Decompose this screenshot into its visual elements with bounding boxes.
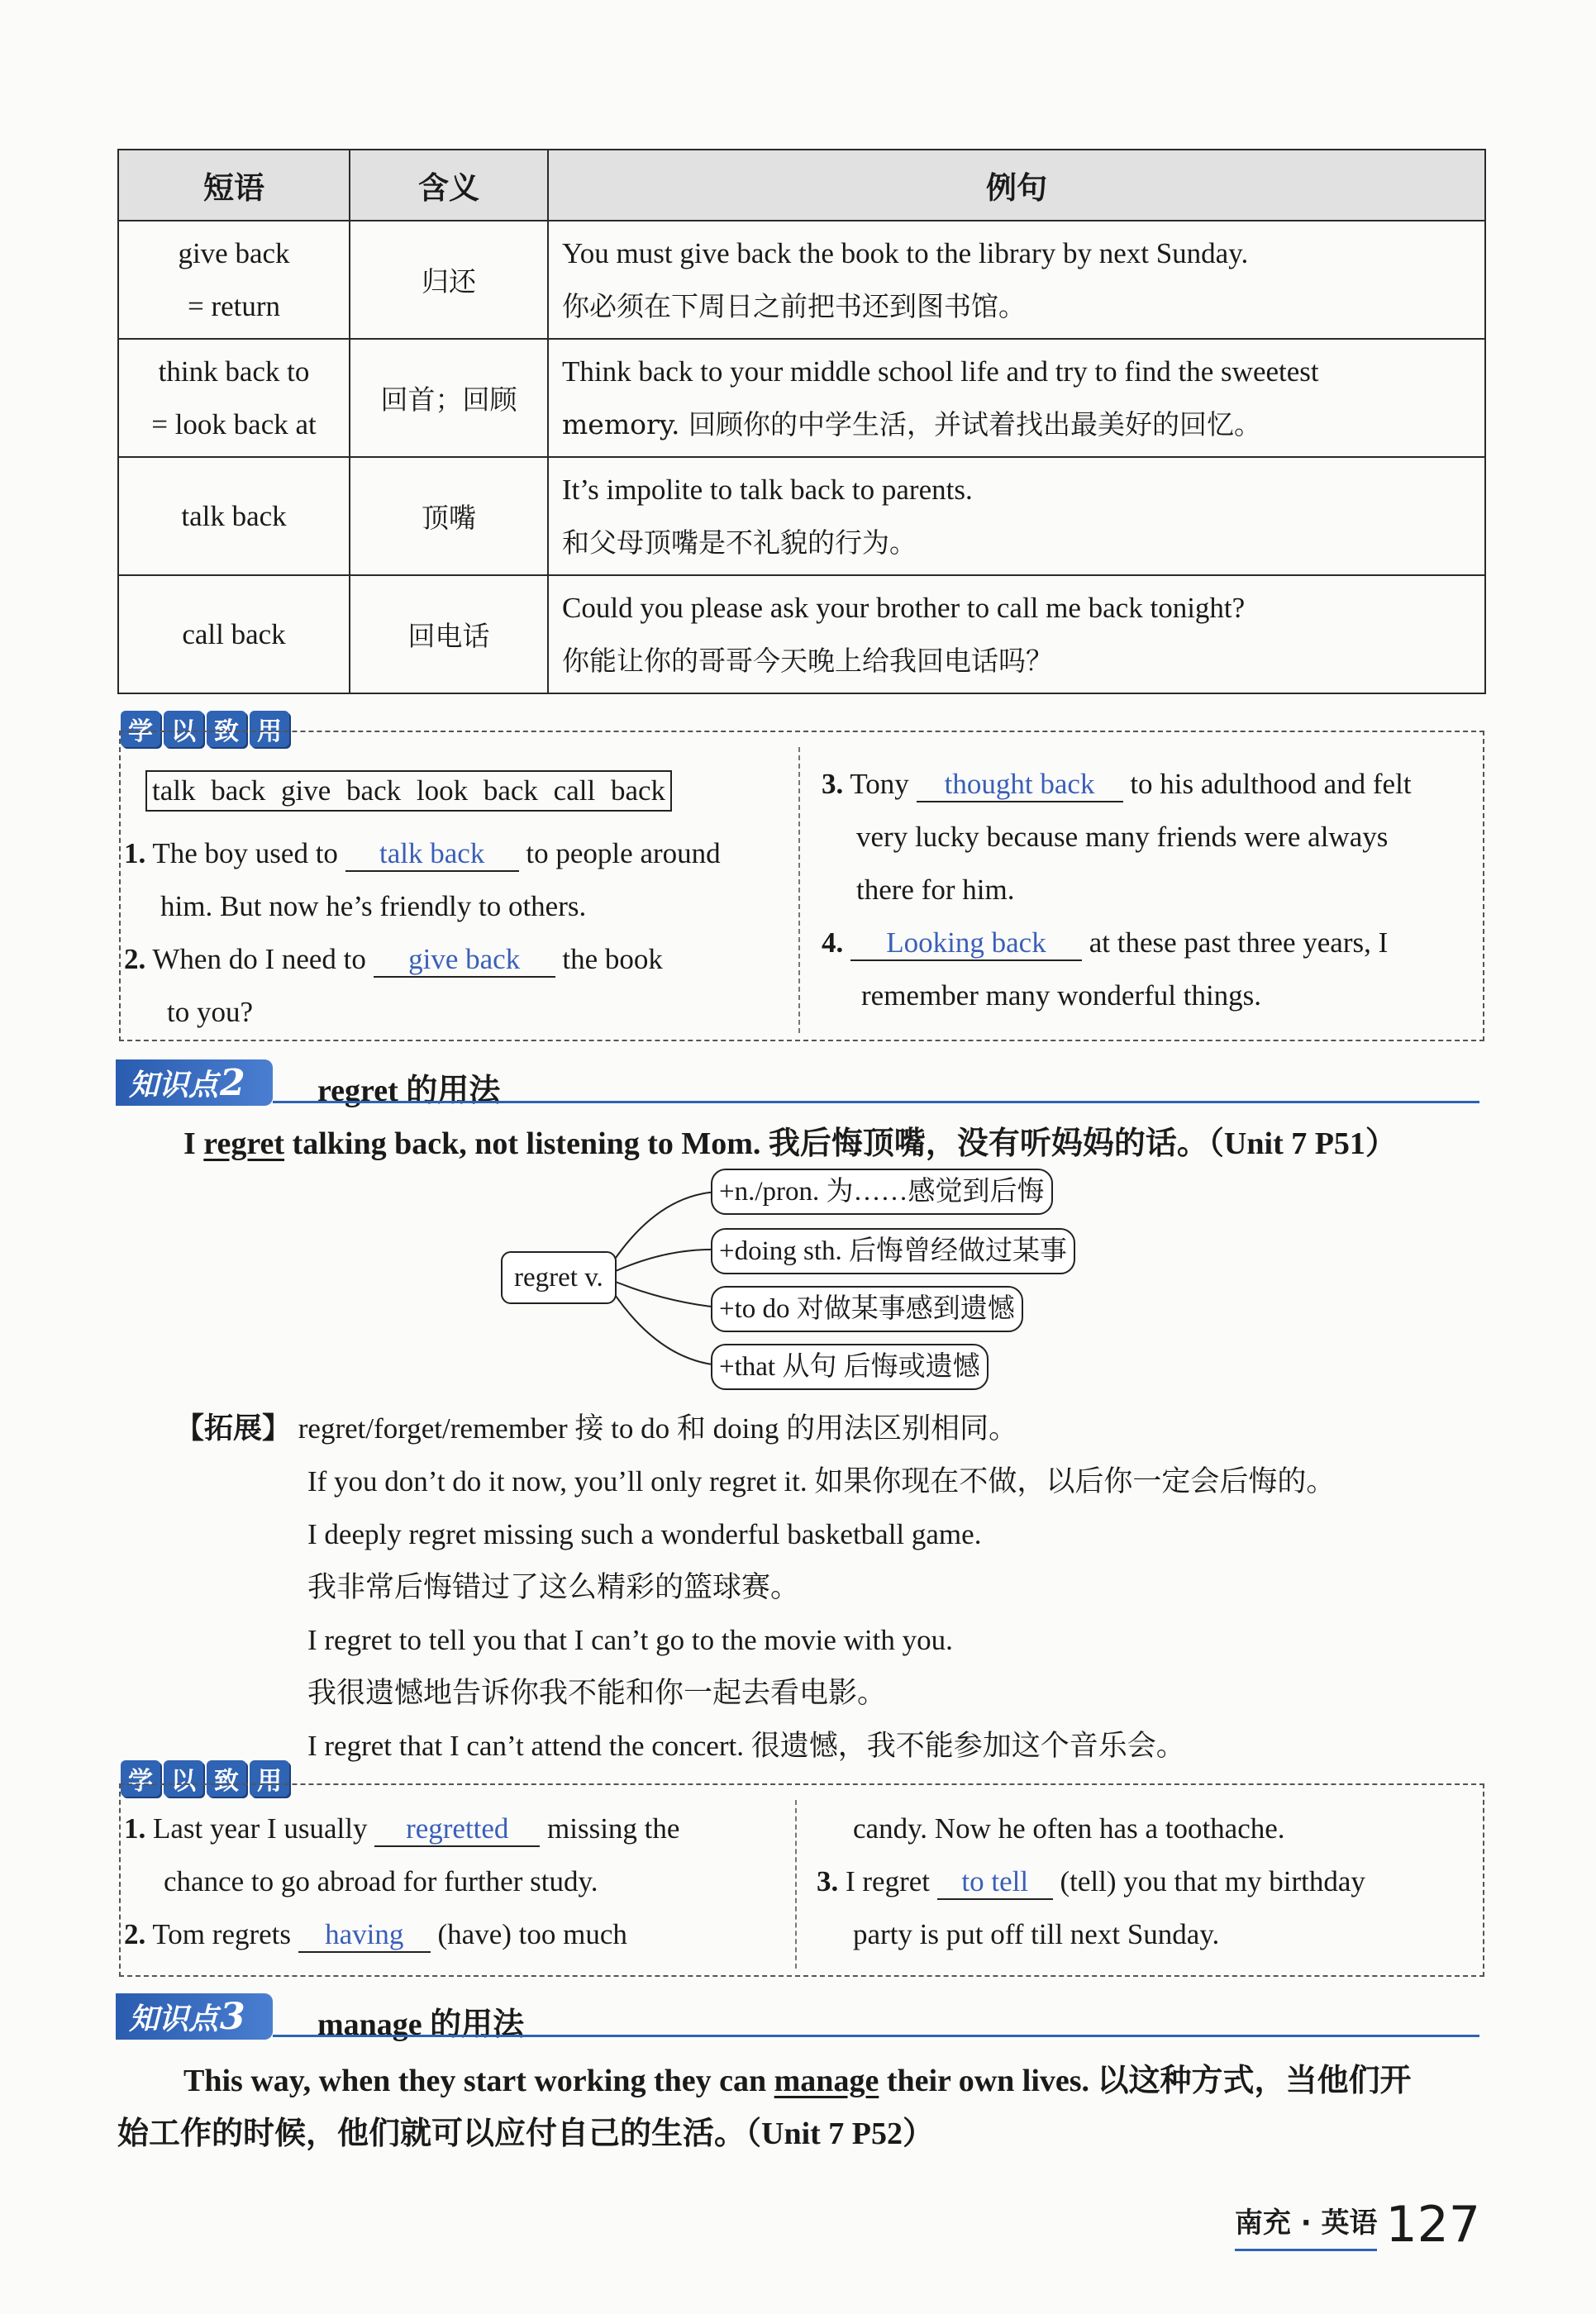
question-3 [822,765,1412,803]
practice-tag-char: 用 [250,711,289,747]
key-sentence [183,1117,1397,1163]
extension-text: regret/forget/remember 接 to do 和 doing 的用法区别相同。 [298,1412,1018,1445]
question-text: to people around [526,837,721,869]
key-word: manage [774,2064,879,2098]
example-cell [548,339,1485,457]
phrase-synonym: = return [187,289,281,322]
sentence-text: I [183,1126,204,1161]
practice-tag-char: 致 [207,711,246,747]
extension-line: 我非常后悔错过了这么精彩的篮球赛。 [307,1571,800,1604]
table-row [118,339,1485,457]
sentence-text: This way, when they start working they can [183,2064,774,2098]
question-text: (tell) you that my birthday [1060,1865,1365,1897]
question-text: missing the [547,1812,680,1845]
mindmap-branch: +n./pron. 为……感觉到后悔 [711,1169,1053,1215]
answer-blank[interactable]: having [298,1918,431,1953]
extension-line [175,1410,1017,1448]
question-text: the book [562,943,663,975]
knowledge-point-label: 知识点 [129,2001,219,2036]
header-example: 例句 [548,150,1485,221]
answer-blank[interactable]: Looking back [850,926,1082,961]
question-number: 2. [124,1918,146,1950]
question-1 [124,835,721,873]
answer-blank[interactable]: regretted [374,1812,540,1847]
extension-line: I regret that I can’t attend the concert. 很遗憾，我不能参加这个音乐会。 [307,1730,1185,1762]
question-1-cont: chance to go abroad for further study. [164,1865,598,1897]
meaning-cell: 回电话 [350,575,548,693]
phrase-text: call back [182,617,286,650]
title-rule [273,1101,1479,1103]
page-number: 127 [1385,2196,1480,2254]
knowledge-point-badge [116,1993,273,2040]
question-4-cont: remember many wonderful things. [861,979,1262,1012]
answer-blank[interactable]: talk back [345,837,519,872]
example-en: You must give back the book to the library by next Sunday. [562,236,1249,269]
phrase-cell [118,221,350,339]
example-cell [548,457,1485,575]
mindmap-branch: +doing sth. 后悔曾经做过某事 [711,1228,1075,1274]
question-text: (have) too much [437,1918,627,1950]
phrase-synonym: = look back at [151,407,317,440]
question-2-cont: to you? [167,996,254,1028]
question-text: Last year I usually [153,1812,368,1845]
title-rule [273,2035,1479,2037]
question-text: at these past three years, I [1089,926,1389,959]
knowledge-point-title: regret 的用法 [317,1074,501,1108]
column-divider [795,1800,797,1969]
practice-tag-char: 学 [121,1760,160,1797]
extension-line: If you don’t do it now, you’ll only regret it. 如果你现在不做，以后你一定会后悔的。 [307,1465,1336,1497]
answer-blank[interactable]: thought back [917,768,1123,802]
mindmap-branch: +to do 对做某事感到遗憾 [711,1286,1023,1332]
example-zh: 你必须在下周日之前把书还到图书馆。 [562,289,1026,322]
answer-blank[interactable]: give back [374,943,555,978]
question-text: to his adulthood and felt [1130,768,1412,800]
word-box: talk back give back look back call back [145,770,672,812]
key-word: regret [203,1126,285,1161]
question-2-cont: candy. Now he often has a toothache. [853,1812,1285,1845]
table-row [118,457,1485,575]
extension-line: I deeply regret missing such a wonderful basketball game. [307,1518,982,1550]
example-zh: memory. 回顾你的中学生活，并试着找出最美好的回忆。 [562,407,1261,440]
sentence-text: talking back, not listening to Mom. 我后悔顶嘴，没有听妈妈的话。（Unit 7 P51） [284,1126,1397,1161]
question-text: Tony [850,768,909,800]
phrase-cell [118,457,350,575]
practice-tag-char: 学 [121,711,160,747]
knowledge-point-number: 3 [220,1995,245,2038]
table-row [118,221,1485,339]
example-zh: 和父母顶嘴是不礼貌的行为。 [562,526,917,559]
table-row [118,575,1485,693]
extension-line: I regret to tell you that I can’t go to the movie with you. [307,1624,953,1656]
phrase-cell [118,339,350,457]
question-number: 3. [817,1865,839,1897]
column-divider [798,747,800,1033]
question-4 [822,924,1388,962]
mindmap-root: regret v. [501,1251,617,1304]
footer-brand: 南充 · 英语 [1235,2200,1378,2251]
question-2 [124,940,663,978]
question-number: 2. [124,943,146,975]
question-text: The boy used to [152,837,338,869]
question-3-cont: party is put off till next Sunday. [853,1918,1220,1950]
phrase-text: give back [178,236,290,269]
practice-tag-char: 以 [164,1760,203,1797]
example-zh: 你能让你的哥哥今天晚上给我回电话吗？ [562,644,1053,677]
extension-label: 【拓展】 [175,1412,292,1445]
key-sentence [183,2055,1412,2100]
knowledge-point-number: 2 [220,1061,245,1104]
exercise-box-2 [119,1783,1484,1977]
question-2 [124,1916,627,1954]
question-text: When do I need to [152,943,366,975]
phrase-text: think back to [158,355,310,388]
phrase-cell [118,575,350,693]
question-text: I regret [846,1865,931,1897]
header-meaning: 含义 [350,150,548,221]
mindmap-branch: +that 从句 后悔或遗憾 [711,1344,989,1390]
question-number: 1. [124,1812,146,1845]
phrase-text: talk back [181,499,287,532]
practice-tag-char: 以 [164,711,203,747]
extension-line: 我很遗憾地告诉你我不能和你一起去看电影。 [307,1677,887,1710]
example-cell [548,575,1485,693]
question-text: Tom regrets [152,1918,292,1950]
meaning-cell: 归还 [350,221,548,339]
practice-tag-char: 致 [207,1760,246,1797]
question-1 [124,1810,679,1848]
knowledge-point-title: manage 的用法 [317,2007,525,2042]
header-phrase: 短语 [118,150,350,221]
knowledge-point-label: 知识点 [129,1067,219,1102]
example-en: It’s impolite to talk back to parents. [562,473,973,506]
question-3-cont2: there for him. [856,874,1015,906]
table-header-row [118,150,1485,221]
question-number: 1. [124,837,146,869]
meaning-cell: 回首；回顾 [350,339,548,457]
question-3-cont: very lucky because many friends were always [856,821,1389,853]
example-en: Think back to your middle school life and try to find the sweetest [562,355,1319,388]
key-sentence-cont: 始工作的时候，他们就可以应付自己的生活。（Unit 7 P52） [117,2116,935,2151]
sentence-text: their own lives. 以这种方式，当他们开 [879,2064,1412,2098]
question-1-cont: him. But now he’s friendly to others. [160,890,587,922]
question-number: 3. [822,768,844,800]
meaning-cell: 顶嘴 [350,457,548,575]
example-en: Could you please ask your brother to call me back tonight? [562,591,1246,624]
page-footer [1234,2196,1480,2254]
phrase-table [117,149,1486,694]
exercise-box-1 [119,731,1484,1041]
practice-tag-char: 用 [250,1760,289,1797]
answer-blank[interactable]: to tell [937,1865,1053,1900]
question-3 [817,1863,1365,1901]
example-cell [548,221,1485,339]
question-number: 4. [822,926,844,959]
knowledge-point-badge [116,1059,273,1106]
